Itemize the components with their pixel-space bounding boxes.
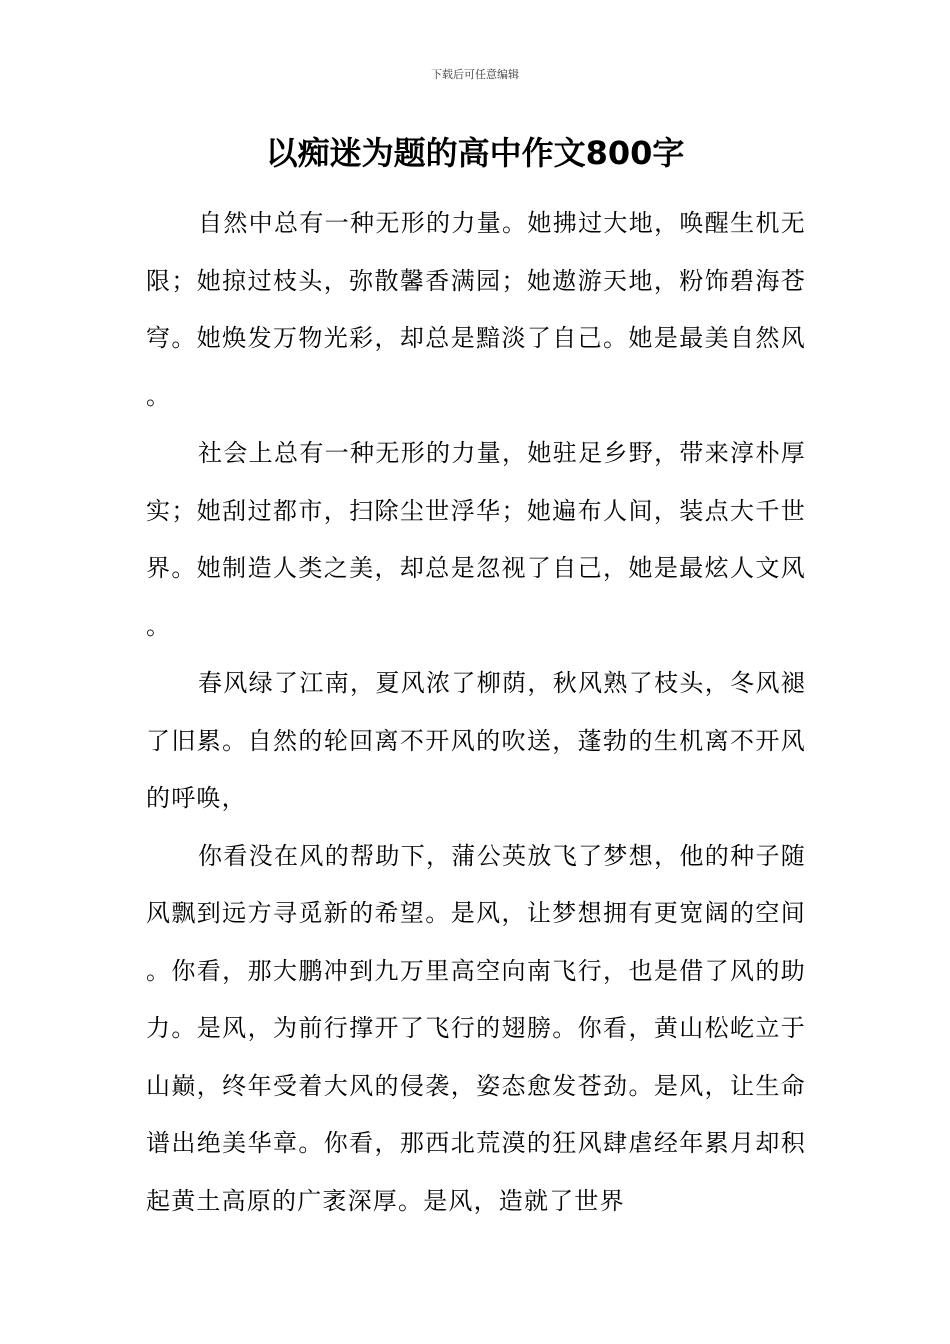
paragraph: 春风绿了江南，夏风浓了柳荫，秋风熟了枝头，冬风褪了旧累。自然的轮回离不开风的吹送，蓬勃的生机离不开风的呼唤， — [146, 669, 806, 812]
paragraph: 自然中总有一种无形的力量。她拂过大地，唤醒生机无限；她掠过枝头，弥散馨香满园；她遨游天地，粉饰碧海苍穹。她焕发万物光彩，却总是黯淡了自己。她是最美自然风。 — [146, 209, 806, 410]
document-title: 以痴迷为题的高中作文800字 — [265, 134, 685, 172]
paragraph: 社会上总有一种无形的力量，她驻足乡野，带来淳朴厚实；她刮过都市，扫除尘世浮华；她遍布人间，装点大千世界。她制造人类之美，却总是忽视了自己，她是最炫人文风。 — [146, 439, 806, 640]
document-body — [146, 195, 806, 1230]
paragraph: 你看没在风的帮助下，蒲公英放飞了梦想，他的种子随风飘到远方寻觅新的希望。是风，让梦想拥有更宽阔的空间。你看，那大鹏冲到九万里高空向南飞行，也是借了风的助力。是风，为前行撑开了飞行的翅膀。你看，黄山松屹立于山巅，终年受着大风的侵袭，姿态愈发苍劲。是风，让生命谱出绝美华章。你看，那西北荒漠的狂风肆虐经年累月却积起黄土高原的广袤深厚。是风，造就了世界 — [146, 841, 806, 1215]
header-note: 下载后可任意编辑 — [431, 68, 519, 81]
